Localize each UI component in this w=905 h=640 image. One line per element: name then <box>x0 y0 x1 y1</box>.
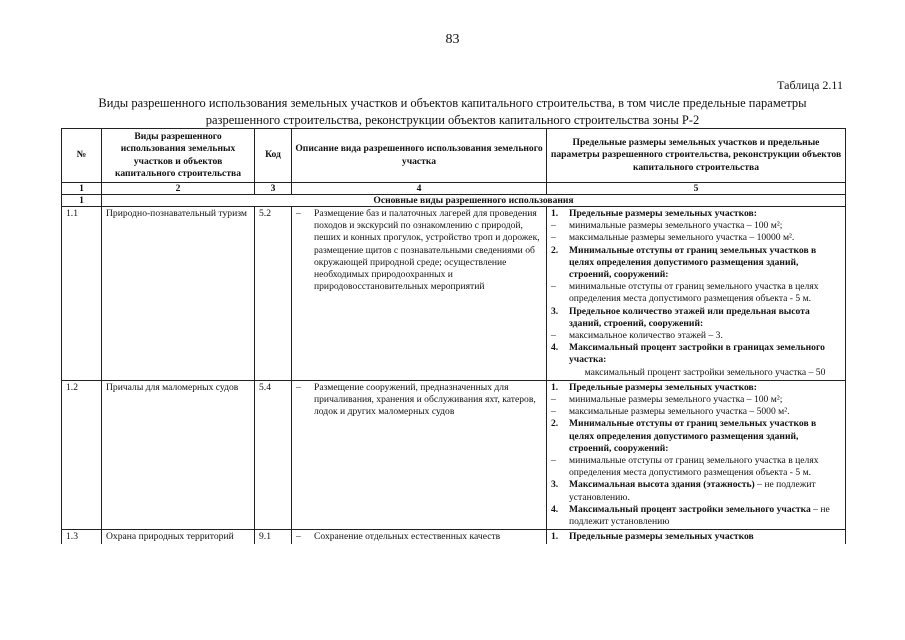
item-number: 1. <box>551 381 559 393</box>
description-text: Размещение баз и палаточных лагерей для проведения походов и экскурсий по ознакомлению с природой, пеших и конных прогулок, устройство троп и дорожек, размещение щитов с познавательными сведениями об окружающей природной среде; осуществление необходимых природоохранных и природовосстановительных мероприятий <box>314 208 540 293</box>
dash-marker: – <box>551 394 556 406</box>
limit-title: Максимальный процент застройки земельного участка <box>569 503 811 515</box>
row-num: 1.1 <box>62 207 102 381</box>
dash-marker: – <box>551 220 556 232</box>
header-limits: Предельные размеры земельных участков и предельные параметры разрешенного строительства, реконструкции объектов капитального строительства <box>547 129 846 183</box>
row-kind: Причалы для маломерных судов <box>102 380 255 529</box>
row-description <box>292 530 547 545</box>
column-number: 5 <box>547 183 846 195</box>
limit-text: минимальные размеры земельного участка – 100 м²; <box>569 220 783 232</box>
row-description <box>292 380 547 529</box>
row-kind: Охрана природных территорий <box>102 530 255 545</box>
page-number: 83 <box>445 32 460 47</box>
header-description: Описание вида разрешенного использования земельного участка <box>292 129 547 183</box>
table-row <box>62 207 846 381</box>
limit-text: максимальное количество этажей – 3. <box>569 330 723 342</box>
limit-text: максимальный процент застройки земельного участка – 50 <box>584 366 826 378</box>
section-row <box>62 195 846 207</box>
table-caption <box>60 95 845 129</box>
dash-marker: – <box>551 281 556 293</box>
header-code: Код <box>255 129 292 183</box>
limit-title: Минимальные отступы от границ земельных участков в целях определения допустимого размещения зданий, строений, сооружений: <box>569 244 817 281</box>
item-number: 3. <box>551 305 559 317</box>
limit-text: – не подлежит установлению. <box>569 479 816 503</box>
limit-text: максимальные размеры земельного участка – 10000 м². <box>569 232 795 244</box>
limit-title: Максимальный процент застройки в границах земельного участка: <box>569 342 825 366</box>
section-num: 1 <box>62 195 102 207</box>
item-number: 3. <box>551 479 559 491</box>
item-number: 2. <box>551 244 559 256</box>
item-number: 4. <box>551 503 559 515</box>
row-num: 1.2 <box>62 380 102 529</box>
limit-title: Предельное количество этажей или предельная высота зданий, строений, сооружений: <box>569 305 810 329</box>
limit-text: максимальные размеры земельного участка – 5000 м². <box>569 406 790 418</box>
limit-title: Предельные размеры земельных участков: <box>569 381 757 393</box>
column-number-row <box>62 183 846 195</box>
item-number: 1. <box>551 208 559 219</box>
row-code: 5.2 <box>255 207 292 381</box>
row-num: 1.3 <box>62 530 102 545</box>
dash-marker: – <box>551 232 556 244</box>
limit-title: Предельные размеры земельных участков: <box>569 208 757 219</box>
dash-marker: – <box>296 208 301 219</box>
column-number: 4 <box>292 183 547 195</box>
dash-marker: – <box>296 381 301 393</box>
row-limits <box>547 530 846 545</box>
description-text: Размещение сооружений, предназначенных для причаливания, хранения и обслуживания яхт, катеров, лодок и других маломерных судов <box>314 381 536 418</box>
caption-line: Виды разрешенного использования земельных участков и объектов капитального строительства, в том числе предельные параметры <box>98 96 807 110</box>
row-code: 5.4 <box>255 380 292 529</box>
dash-marker: – <box>551 330 556 342</box>
table-label: Таблица 2.11 <box>777 78 843 92</box>
header-num: № <box>62 129 102 183</box>
row-limits <box>547 380 846 529</box>
table-row <box>62 380 846 529</box>
limit-text: – не подлежит установлению <box>569 503 830 528</box>
column-number: 2 <box>102 183 255 195</box>
limit-title: Минимальные отступы от границ земельных участков в целях определения допустимого размещения зданий, строений, сооружений: <box>569 418 817 454</box>
description-text: Сохранение отдельных естественных качеств <box>314 531 501 543</box>
dash-marker: – <box>551 455 556 467</box>
caption-line: разрешенного строительства, реконструкции объектов капитального строительства зоны Р-2 <box>205 113 700 127</box>
limit-text: минимальные размеры земельного участка – 100 м²; <box>569 394 783 406</box>
table-header-row <box>62 129 846 183</box>
row-description <box>292 207 547 381</box>
dash-marker: – <box>296 531 301 543</box>
item-number: 2. <box>551 418 559 430</box>
row-code: 9.1 <box>255 530 292 545</box>
header-kind: Виды разрешенного использования земельных участков и объектов капитального строительства <box>102 129 255 183</box>
zoning-table <box>61 128 846 544</box>
limit-title: Максимальная высота здания (этажность) <box>569 479 755 491</box>
row-kind: Природно-познавательный туризм <box>102 207 255 381</box>
limit-text: минимальные отступы от границ земельного участка в целях определения места допустимого размещения объекта - 5 м. <box>569 281 819 305</box>
row-limits <box>547 207 846 381</box>
column-number: 1 <box>62 183 102 195</box>
table-row <box>62 530 846 545</box>
item-number: 4. <box>551 342 559 354</box>
limit-text: минимальные отступы от границ земельного участка в целях определения места допустимого размещения объекта - 5 м. <box>569 455 819 479</box>
section-title: Основные виды разрешенного использования <box>102 195 846 207</box>
item-number: 1. <box>551 531 559 543</box>
limit-title: Предельные размеры земельных участков <box>569 531 754 543</box>
dash-marker: – <box>551 406 556 418</box>
column-number: 3 <box>255 183 292 195</box>
